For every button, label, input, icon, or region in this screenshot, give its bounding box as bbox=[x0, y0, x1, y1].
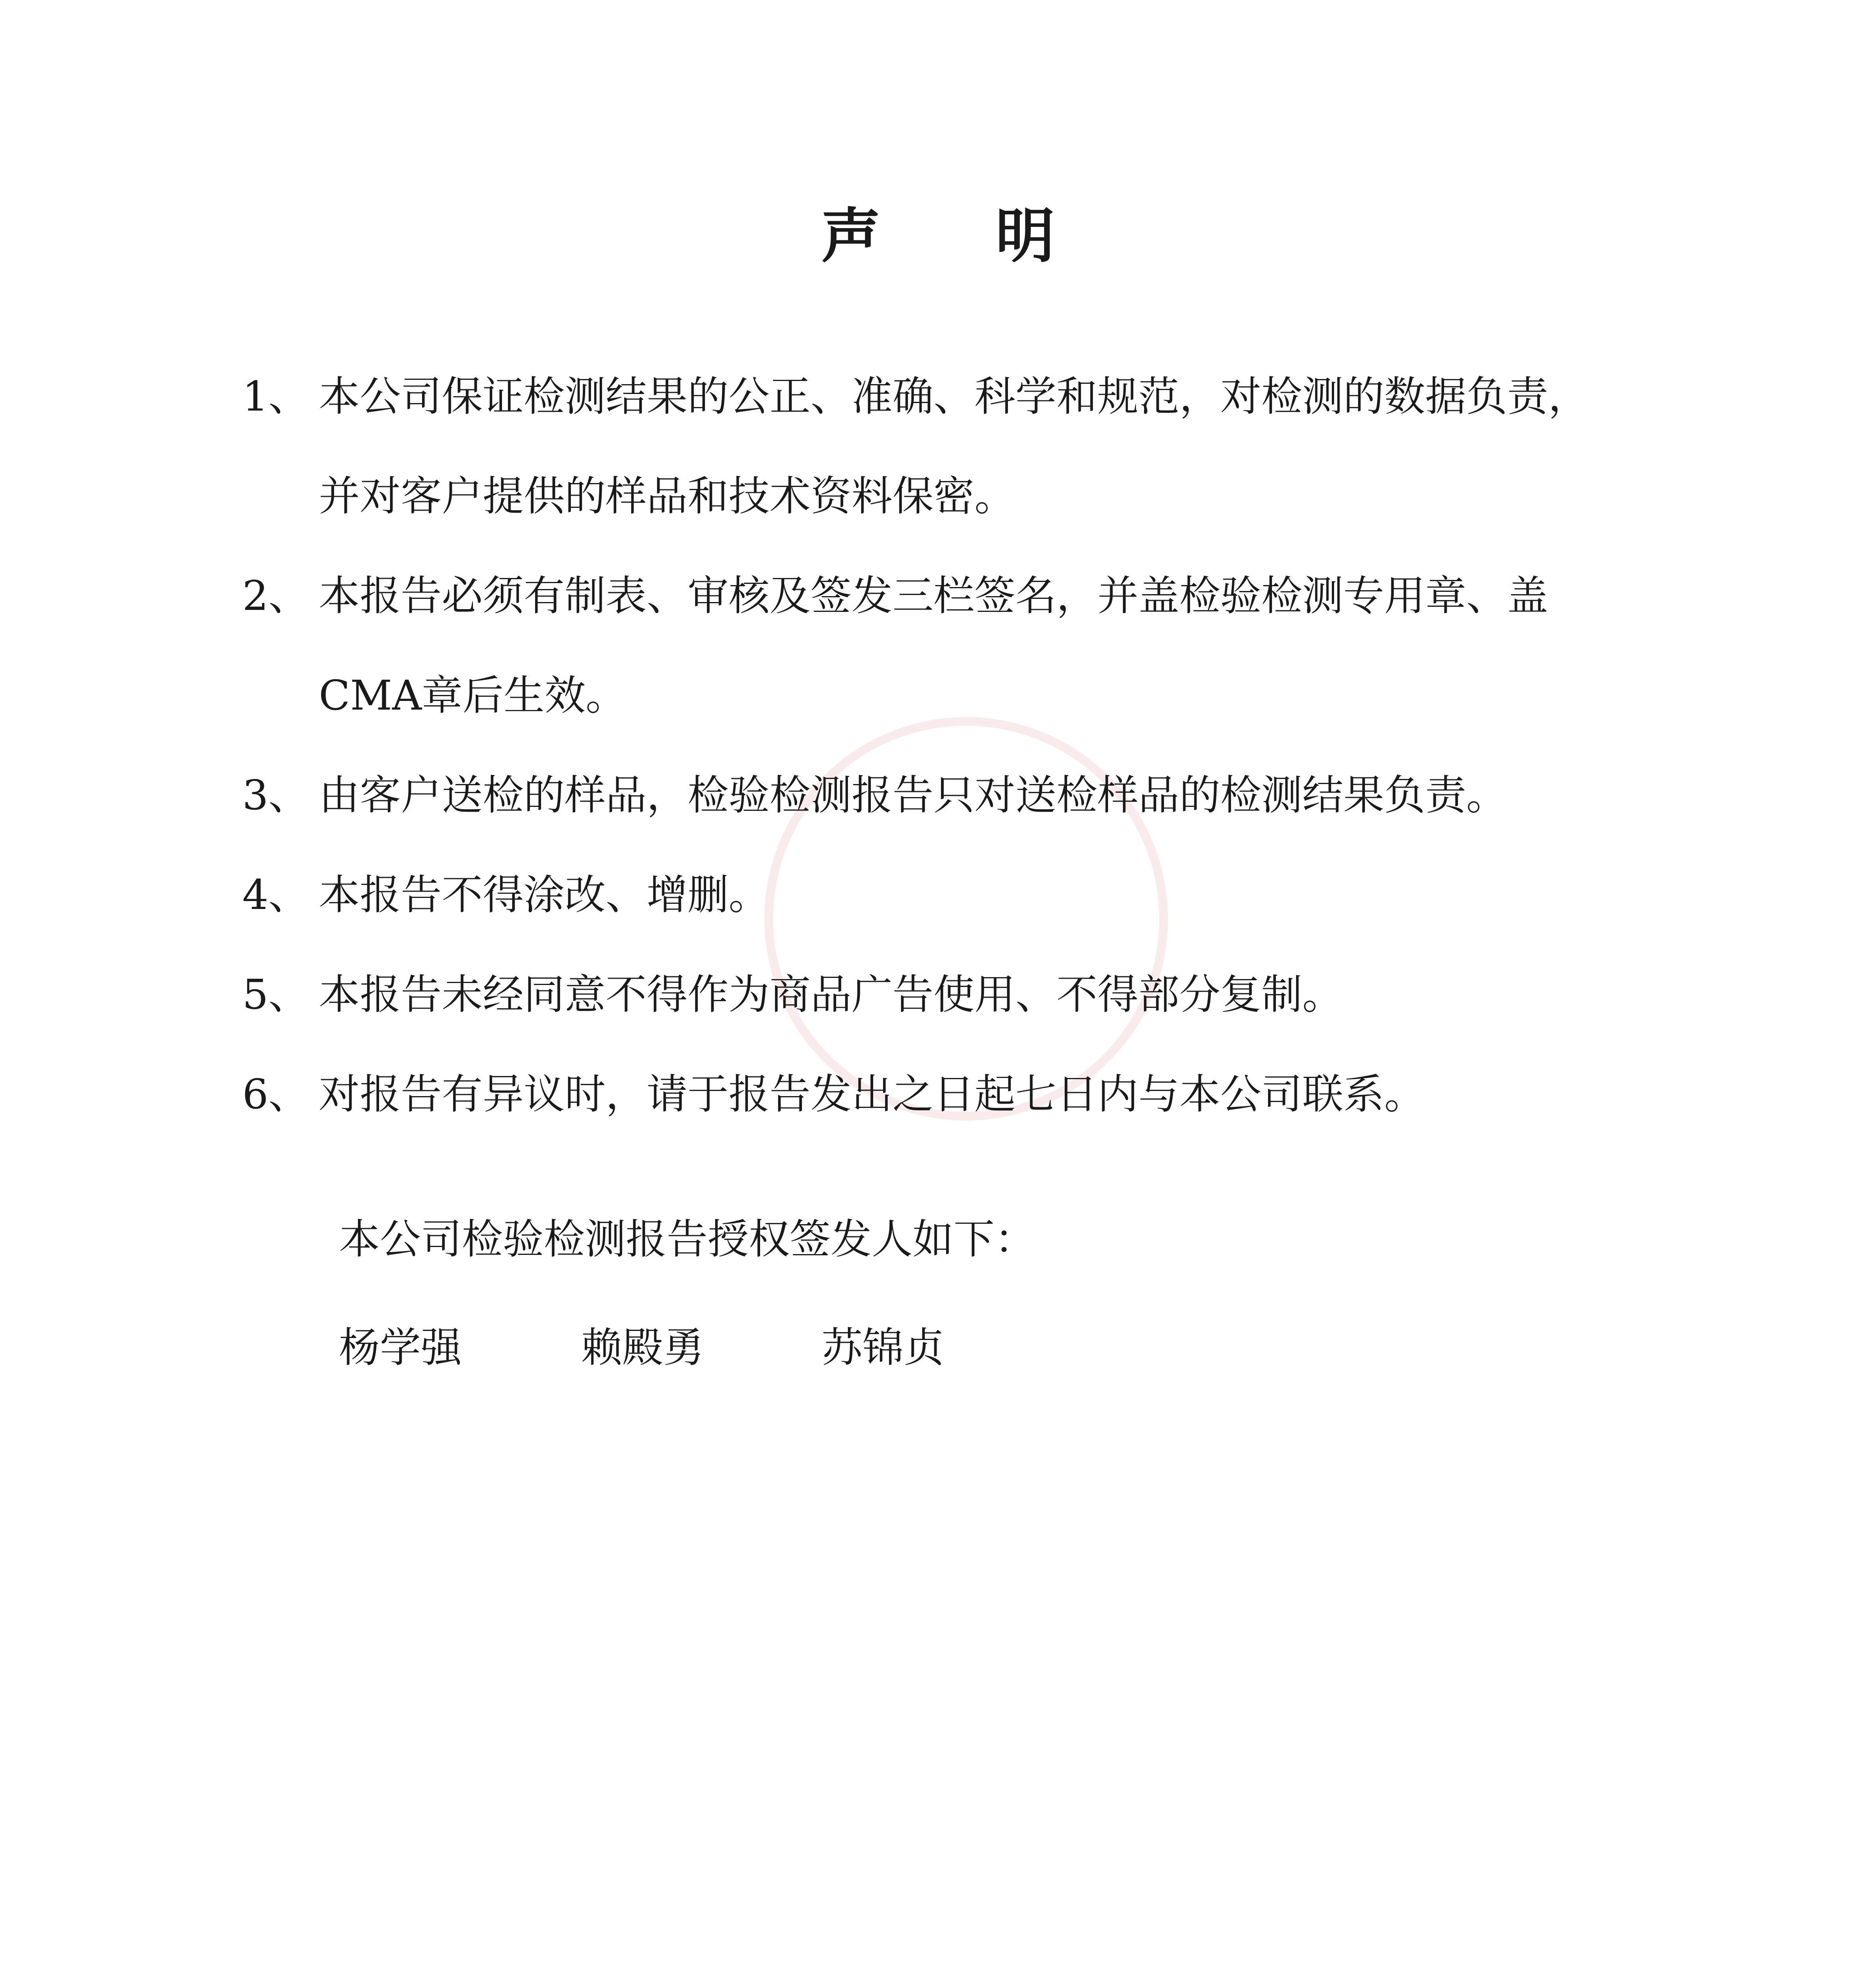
declaration-item bbox=[242, 1044, 1621, 1144]
declaration-item bbox=[242, 347, 1621, 546]
declaration-number: 2、 bbox=[242, 572, 310, 620]
signer-name: 杨学强 bbox=[339, 1323, 462, 1372]
declaration-number: 4、 bbox=[242, 871, 310, 919]
declaration-text: 本报告不得涂改、增删。 bbox=[319, 871, 770, 919]
signer-name: 苏锦贞 bbox=[822, 1323, 945, 1372]
declaration-list bbox=[242, 347, 1621, 1144]
declaration-item bbox=[242, 945, 1621, 1044]
declaration-item bbox=[242, 546, 1621, 745]
authorized-signers-intro: 本公司检验检测报告授权签发人如下： bbox=[339, 1215, 1036, 1263]
declaration-number: 6、 bbox=[242, 1070, 310, 1118]
declaration-text: 本报告未经同意不得作为商品广告使用、不得部分复制。 bbox=[319, 970, 1344, 1018]
declaration-item bbox=[242, 845, 1621, 945]
declaration-item bbox=[242, 745, 1621, 845]
signer-name: 赖殿勇 bbox=[581, 1323, 705, 1372]
declaration-number: 3、 bbox=[242, 771, 310, 819]
declaration-number: 5、 bbox=[242, 970, 310, 1018]
page-title: 声 明 bbox=[821, 202, 1102, 271]
declaration-text: 本报告必须有制表、审核及签发三栏签名，并盖检验检测专用章、盖CMA章后生效。 bbox=[319, 572, 1549, 719]
declaration-number: 1、 bbox=[242, 372, 310, 420]
declaration-text: 对报告有异议时，请于报告发出之日起七日内与本公司联系。 bbox=[319, 1070, 1426, 1118]
declaration-text: 由客户送检的样品，检验检测报告只对送检样品的检测结果负责。 bbox=[319, 771, 1508, 819]
declaration-text: 本公司保证检测结果的公正、准确、科学和规范，对检测的数据负责，并对客户提供的样品和技术资料保密。 bbox=[319, 372, 1590, 520]
